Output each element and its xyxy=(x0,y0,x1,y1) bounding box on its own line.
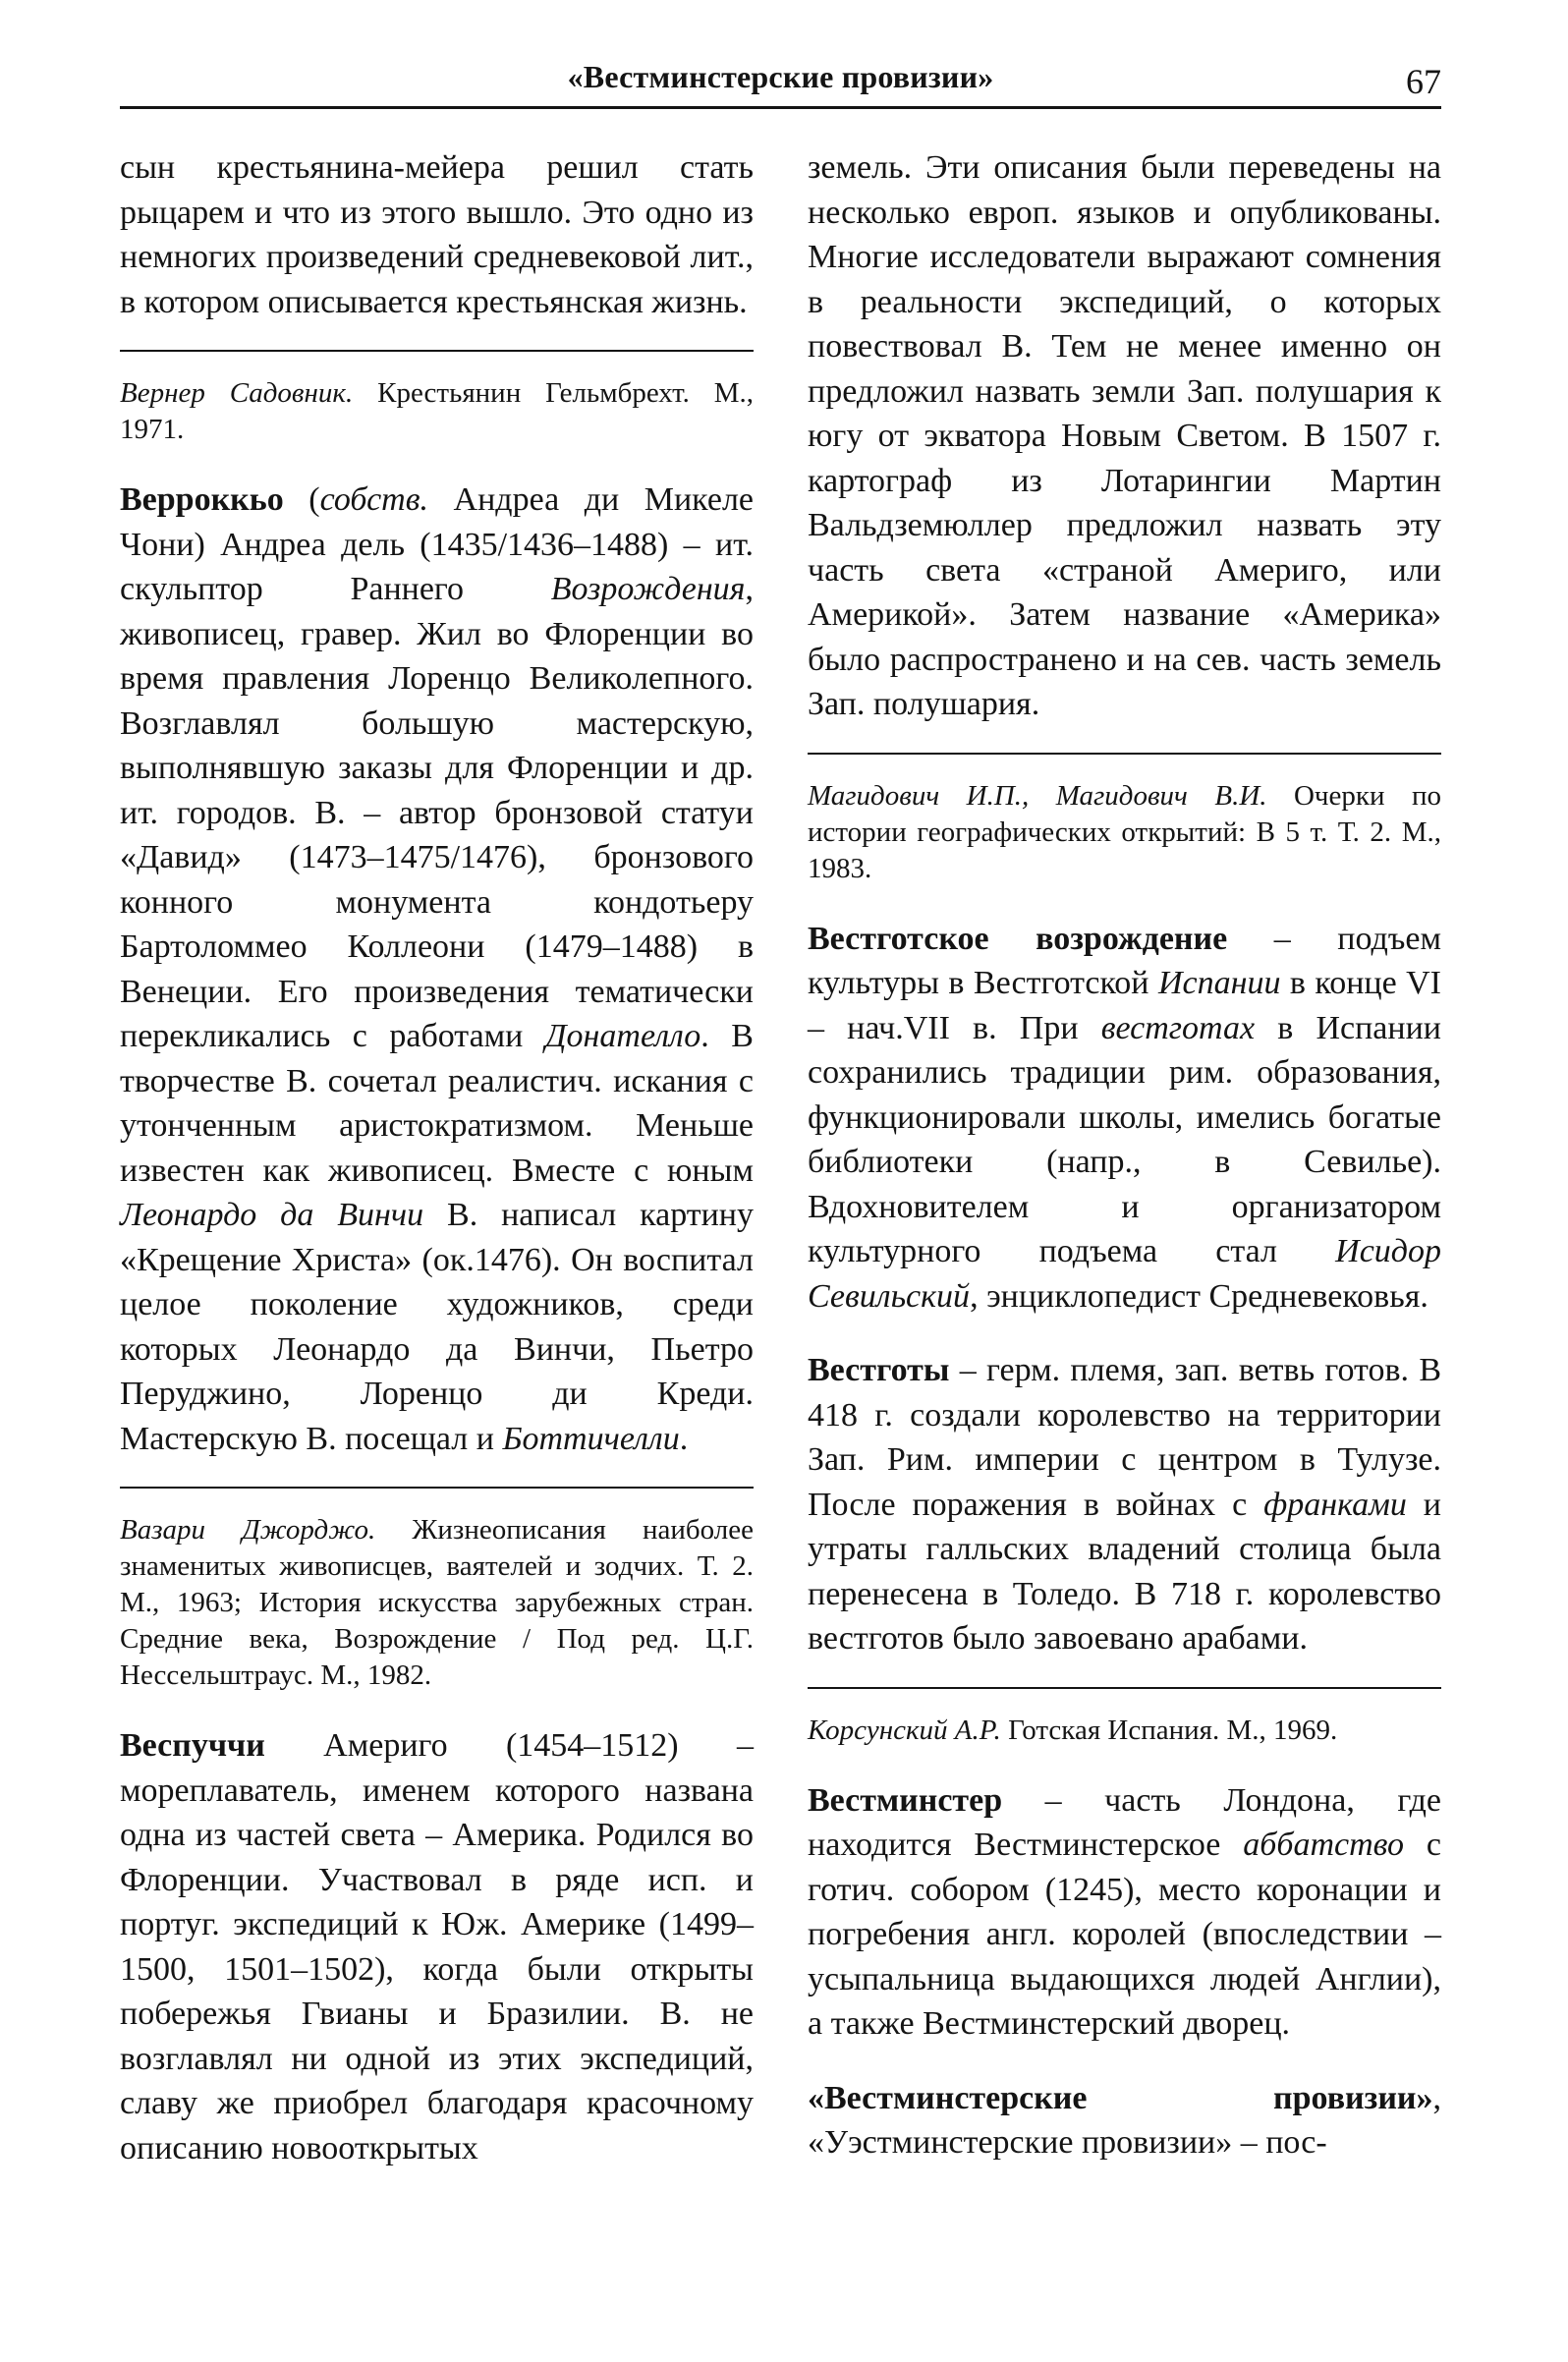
entry-headword: «Вестминстерские провизии» xyxy=(808,2079,1433,2116)
entry-westminster-provisions: «Вестминстерские провизии», «Уэстминстерские провизии» – пос- xyxy=(808,2079,1441,2161)
ref-divider xyxy=(808,1687,1441,1689)
ref-divider xyxy=(120,350,754,352)
entry-headword: Вестминстер xyxy=(808,1781,1003,1819)
ref-author: Вернер Садовник. xyxy=(120,377,354,409)
entry-visigoths: Вестготы – герм. племя, зап. ветвь готов. В 418 г. создали королевство на территории Зап. Рим. империи с центром в Тулузе. После поражения в войнах с франками и утраты галльских владений столица была перенесена в Толедо. В 718 г. королевство вестготов было завоевано арабами. xyxy=(808,1352,1441,1657)
ref-author: Магидович И.П., Магидович В.И. xyxy=(808,779,1267,812)
entry-headword: Вестготы xyxy=(808,1352,950,1388)
entry-visigothic-revival: Вестготское возрождение – подъем культуры в Вестготской Испании в конце VI – нач.VII в. При вестготах в Испании сохранились традиции рим. образования, функционировали школы, имелись богатые библиотеки (напр., в Севилье). Вдохновителем и организатором культурного подъема стал Исидор Севильский, энциклопедист Средневековья. xyxy=(808,920,1441,1315)
vespucci-continuation: земель. Эти описания были переведены на несколько европ. языков и опубликованы. Многие исследователи выражают сомнения в реальности экспедиций, о которых повествовал В. Тем не менее именно он предложил назвать земли Зап. полушария к югу от экватора Новым Светом. В 1507 г. картограф из Лотарингии Мартин Вальдземюллер предложил назвать эту часть света «страной Америго, или Америкой». Затем название «Америка» было распространено и на сев. часть земель Зап. полушария. xyxy=(808,149,1441,722)
ref-divider xyxy=(808,753,1441,755)
visigoths-reference: Корсунский А.Р. Готская Испания. М., 1969. xyxy=(808,1714,1338,1746)
right-column xyxy=(808,145,1441,2165)
ref-author: Вазари Джорджо. xyxy=(120,1514,376,1546)
entry-headword: Веспуччи xyxy=(120,1727,265,1764)
left-column xyxy=(120,145,754,2170)
intro-reference: Вернер Садовник. Крестьянин Гельмбрехт. М., 1971. xyxy=(120,377,754,445)
page-header xyxy=(120,55,1441,106)
vespucci-reference: Магидович И.П., Магидович В.И. Очерки по истории географических открытий: В 5 т. Т. 2. М., 1983. xyxy=(808,779,1441,884)
intro-paragraph: сын крестьянина-мейера решил стать рыцарем и что из этого вышло. Это одно из немногих произведений средневековой лит., в котором описывается крестьянская жизнь. xyxy=(120,149,754,320)
entry-headword: Вестготское возрождение xyxy=(808,920,1228,957)
verrocchio-reference: Вазари Джорджо. Жизнеописания наиболее знаменитых живописцев, ваятелей и зодчих. Т. 2. М., 1963; История искусства зарубежных стран. Средние века, Возрождение / Под ред. Ц.Г. Нессельштраус. М., 1982. xyxy=(120,1514,754,1691)
entry-westminster: Вестминстер – часть Лондона, где находится Вестминстерское аббатство с готич. собором (1245), место коронации и погребения англ. королей (впоследствии – усыпальница выдающихся людей Англии), а также Вестминстерский дворец. xyxy=(808,1781,1441,2042)
ref-author: Корсунский А.Р. xyxy=(808,1714,1001,1746)
running-title: «Вестминстерские провизии» xyxy=(567,59,994,94)
header-divider xyxy=(120,106,1441,109)
entry-verrocchio: Верроккьо (собств. Андреа ди Микеле Чони) Андреа дель (1435/1436–1488) – ит. скульптор Раннего Возрождения, живописец, гравер. Жил во Флоренции во время правления Лоренцо Великолепного. Возглавлял большую мастерскую, выполнявшую заказы для Флоренции и др. ит. городов. В. – автор бронзовой статуи «Давид» (1473–1475/1476), бронзового конного монумента кондотьеру Бартоломмео Коллеони (1479–1488) в Венеции. Его произведения тематически перекликались с работами Донателло. В творчестве В. сочетал реалистич. искания с утонченным аристократизмом. Меньше известен как живописец. Вместе с юным Леонардо да Винчи В. написал картину «Крещение Христа» (ок.1476). Он воспитал целое поколение художников, среди которых Леонардо да Винчи, Пьетро Перуджино, Лоренцо ди Креди. Мастерскую В. посещал и Боттичелли. xyxy=(120,481,754,1457)
entry-vespucci: Веспуччи Америго (1454–1512) – мореплаватель, именем которого названа одна из частей света – Америка. Родился во Флоренции. Участвовал в ряде исп. и португ. экспедиций к Юж. Америке (1499–1500, 1501–1502), когда были открыты побережья Гвианы и Бразилии. В. не возглавлял ни одной из этих экспедиций, славу же приобрел благодаря красочному описанию новооткрытых xyxy=(120,1727,754,2166)
page-number: 67 xyxy=(1406,62,1441,101)
entry-headword: Верроккьо xyxy=(120,481,284,518)
ref-divider xyxy=(120,1487,754,1489)
